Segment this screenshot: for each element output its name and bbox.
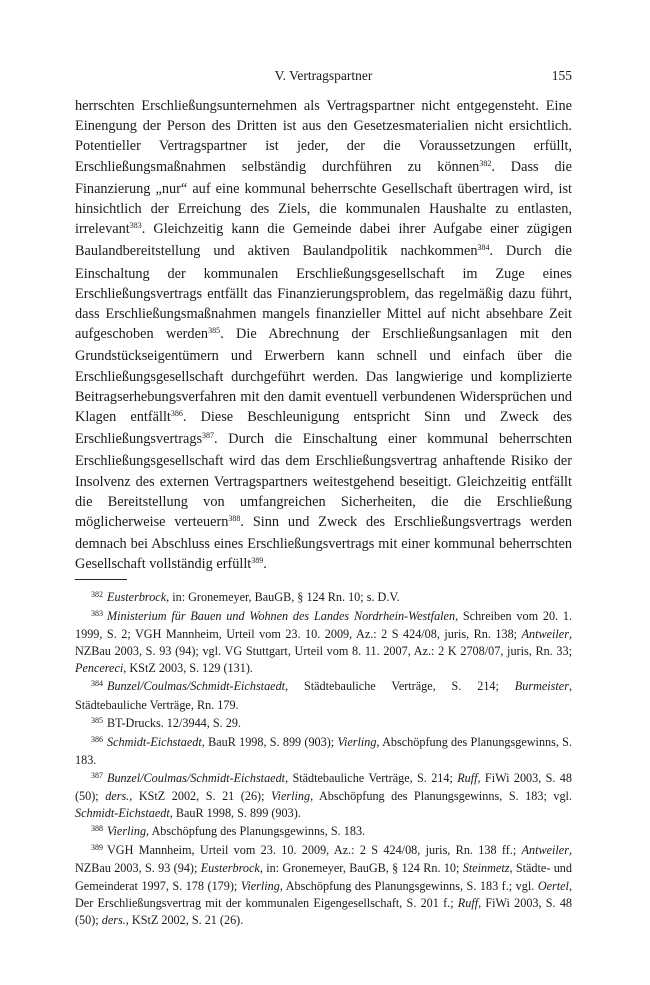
- citation-text: , BauR 1998, S. 899 (903);: [201, 734, 338, 749]
- footnote-divider: [75, 579, 127, 580]
- footnote-ref[interactable]: 387: [202, 431, 215, 441]
- text-segment: . Sinn und Zweck des Erschließungsvertrags werden demnach bei Abschluss eines Erschließungsvertrags mit einer kommunal beherrschten Gesellschaft vollständig erfüllt: [75, 514, 572, 573]
- citation-text: , NZBau 2003, S. 93 (94); vgl. VG Stuttgart, Urteil vom 8. 11. 2007, Az.: 2 K 2708/07, juris, Rn. 33;: [75, 627, 572, 659]
- author: Vierling: [271, 789, 311, 804]
- citation-text: , Abschöpfung des Planungsgewinns, S. 183; vgl.: [310, 789, 572, 804]
- citation-text: , in: Gronemeyer, BauGB, § 124 Rn. 10; s. D.V.: [166, 590, 400, 604]
- footnote-number: 388: [91, 824, 103, 834]
- citation-text: , FiWi 2003, S. 48 (50);: [75, 770, 572, 804]
- author: Eusterbrock: [107, 590, 167, 604]
- author: Steinmetz: [462, 861, 510, 876]
- text-segment: . Durch die Einschaltung einer kommunal beherrschten Erschließungsgesellschaft wird das dem Erschließungsvertrag anhaftende Risiko der Insolvenz des externen Vertragspartners weitestgehend beseitigt. Gleichzeitig entfällt die Bereitstellung von umfangreichen Sicherheiten, die die Erschließung möglicherweise verteuern: [75, 431, 572, 531]
- footnote-384: [75, 678, 572, 713]
- citation-text: , in: Gronemeyer, BauGB, § 124 Rn. 10;: [259, 861, 463, 876]
- author: Ruff: [457, 770, 478, 785]
- footnote-ref[interactable]: 382: [479, 158, 492, 168]
- author: Bunzel/Coulmas/Schmidt-Eichstaedt: [107, 679, 286, 694]
- author: Bunzel/Coulmas/Schmidt-Eichstaedt: [107, 770, 286, 785]
- citation-text: , KStZ 2002, S. 21 (26);: [129, 789, 272, 804]
- footnote-number: 384: [91, 679, 103, 689]
- citation-text: , BauR 1998, S. 899 (903).: [169, 806, 301, 821]
- footnote-382: [75, 589, 572, 607]
- author: Antweiler: [521, 627, 569, 642]
- main-text: [75, 96, 572, 577]
- citation-text: , Städtebauliche Verträge, S. 214;: [285, 679, 515, 694]
- footnote-387: [75, 770, 572, 822]
- citation-text: , KStZ 2002, S. 21 (26).: [125, 912, 244, 927]
- footnote-ref[interactable]: 384: [477, 243, 490, 253]
- running-header: [75, 68, 572, 88]
- author: Vierling: [240, 878, 280, 893]
- footnote-ref[interactable]: 388: [228, 514, 241, 524]
- author: Ruff: [457, 895, 479, 910]
- footnote-ref[interactable]: 386: [170, 409, 183, 419]
- citation-text: , Abschöpfung des Planungsgewinns, S. 183 f.; vgl.: [279, 878, 538, 893]
- citation-text: , NZBau 2003, S. 93 (94);: [75, 843, 572, 876]
- footnote-number: 382: [91, 590, 103, 599]
- citation-text: , Städte- und Gemeinderat 1997, S. 178 (179);: [75, 861, 572, 893]
- footnote-388: [75, 823, 572, 841]
- footnotes: [75, 589, 572, 930]
- citation-text: BT-Drucks. 12/3944, S. 29.: [107, 715, 241, 730]
- text-segment: .: [263, 556, 267, 573]
- text-segment: . Durch die Einschaltung der kommunalen Erschließungsgesellschaft im Zuge eines Erschließungsvertrags entfällt das Finanzierungsproblem, das regelmäßig dazu führt, dass Erschließungsmaßnahmen mangels finanzieller Mittel auf nicht absehbare Zeit aufgeschoben werden: [75, 243, 572, 343]
- text-segment: . Gleichzeitig kann die Gemeinde dabei ihrer Aufgabe einer zügigen Baulandbereitstellung und aktiven Baulandpolitik nachkommen: [75, 221, 572, 260]
- author: Burmeister: [514, 679, 569, 694]
- citation-text: , Der Erschließungsvertrag mit der kommunalen Eigengesellschaft, S. 201 f.;: [75, 878, 572, 910]
- citation-text: , Städtebauliche Verträge, S. 214;: [285, 770, 458, 785]
- author: Schmidt-Eichstaedt: [75, 806, 170, 821]
- author: Eusterbrock: [200, 861, 260, 876]
- author: Oertel: [537, 878, 569, 893]
- footnote-ref[interactable]: 385: [208, 326, 221, 336]
- author: Ministerium für Bauen und Wohnen des Landes Nordrhein-Westfalen: [107, 609, 456, 624]
- footnote-383: [75, 608, 572, 677]
- citation-text: VGH Mannheim, Urteil vom 23. 10. 2009, Az.: 2 S 424/08, juris, Rn. 138 ff.;: [107, 843, 522, 858]
- author: Vierling: [337, 734, 377, 749]
- citation-text: , FiWi 2003, S. 48 (50);: [75, 895, 573, 927]
- footnote-ref[interactable]: 389: [251, 556, 264, 566]
- footnote-number: 389: [91, 843, 103, 853]
- text-segment: herrschten Erschließungsunternehmen als Vertragspartner nicht entgegensteht. Eine Einengung der Person des Dritten ist aus den Gesetzesmaterialien nicht ersichtlich. Potentieller Vertragspartner ist jeder, der die Voraussetzungen erfüllt, Erschließungsmaßnahmen selbständig durchführen zu können: [75, 98, 572, 175]
- footnote-ref[interactable]: 383: [129, 221, 142, 231]
- footnote-number: 383: [91, 609, 103, 619]
- author: Vierling: [107, 824, 147, 839]
- text-segment: . Dass die Finanzierung „nur“ auf eine kommunal beherrschte Gesellschaft übertragen wird, ist hinsichtlich der Erreichung des Ziels, die kommunalen Haushalte zu entlasten, irrelevant: [75, 158, 572, 238]
- citation-text: , Städtebauliche Verträge, Rn. 179.: [75, 679, 572, 712]
- footnote-number: 385: [91, 715, 103, 725]
- page-number: 155: [551, 68, 572, 83]
- footnote-385: [75, 715, 572, 733]
- citation-text: , Schreiben vom 20. 1. 1999, S. 2; VGH Mannheim, Urteil vom 23. 10. 2009, Az.: 2 S 424/08, juris, Rn. 138;: [75, 609, 572, 642]
- section-title: V. Vertragspartner: [274, 68, 373, 83]
- citation-text: , Abschöpfung des Planungsgewinns, S. 183.: [75, 734, 572, 767]
- author: Schmidt-Eichstaedt: [107, 734, 202, 749]
- footnote-number: 386: [91, 734, 103, 744]
- author: ders.: [101, 912, 126, 927]
- author: Pencereci: [75, 661, 124, 676]
- footnote-number: 387: [91, 770, 103, 780]
- footnote-389: [75, 842, 572, 928]
- text-segment: . Diese Beschleunigung entspricht Sinn und Zweck des Erschließungsvertrags: [75, 409, 572, 448]
- author: ders.: [105, 789, 130, 804]
- text-segment: . Die Abrechnung der Erschließungsanlagen mit den Grundstückseigentümern und Erwerbern kann schnell und einfach über die Erschließungsgesellschaft durchgeführt werden. Das langwierige und komplizierte Beitragserhebungsverfahren mit den damit eventuell verbundenen Widersprüchen und Klagen entfällt: [75, 326, 572, 426]
- footnote-386: [75, 734, 572, 769]
- citation-text: , KStZ 2003, S. 129 (131).: [123, 661, 253, 676]
- citation-text: , Abschöpfung des Planungsgewinns, S. 183.: [146, 824, 366, 839]
- author: Antweiler: [521, 843, 569, 858]
